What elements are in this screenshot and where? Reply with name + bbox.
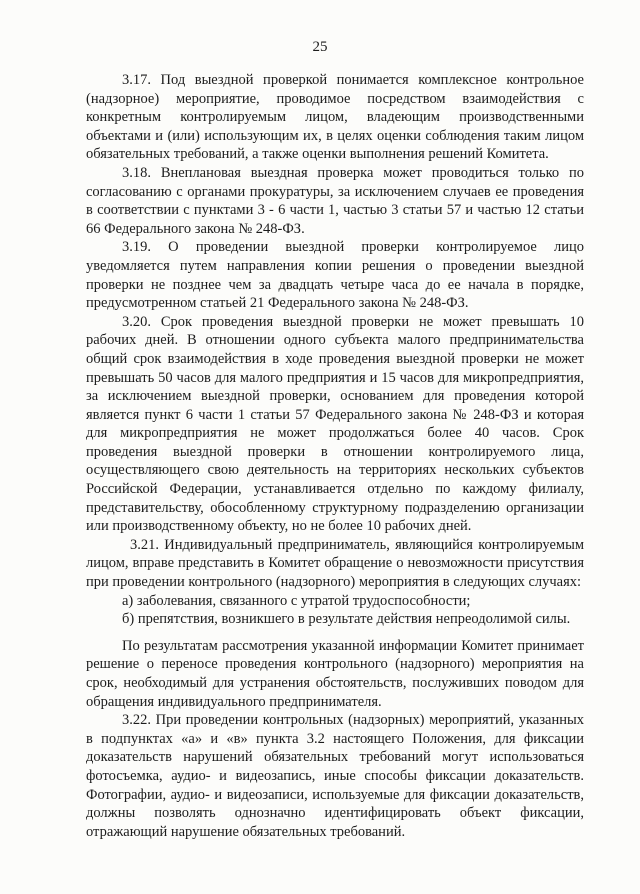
paragraph-3-19: 3.19. О проведении выездной проверки контролируемое лицо уведомляется путем направления копии решения о проведении выездной проверки не позднее чем за двадцать четыре часа до ее начала в порядке, предусмотренном статьей 21 Федерального закона № 248-ФЗ. bbox=[86, 239, 584, 312]
paragraph-3-20: 3.20. Срок проведения выездной проверки не может превышать 10 рабочих дней. В отношении одного субъекта малого предпринимательства общий срок взаимодействия в ходе проведения выездной проверки не может превышать 50 часов для малого предприятия и 15 часов для микропредприятия, за исключением выездной проверки, основанием для проведения которой является пункт 6 части 1 статьи 57 Федерального закона № 248-ФЗ и которая для микропредприятия не может продолжаться более 40 часов. Срок проведения выездной проверки в отношении контролируемого лица, осуществляющего свою деятельность на территориях нескольких субъектов Российской Федерации, устанавливается отдельно по каждому филиалу, представительству, обособленному структурному подразделению организации или производственному объекту, но не более 10 рабочих дней. bbox=[86, 313, 584, 535]
paragraph-3-18: 3.18. Внеплановая выездная проверка может проводиться только по согласованию с органами прокуратуры, за исключением случаев ее проведения в соответствии с пунктами 3 - 6 части 1, частью 3 статьи 57 и частью 12 статьи 66 Федерального закона № 248-ФЗ. bbox=[86, 164, 584, 237]
paragraph-decision: По результатам рассмотрения указанной информации Комитет принимает решение о переносе проведения контрольного (надзорного) мероприятия на срок, необходимый для устранения обстоятельств, послуживших поводом для обращения индивидуального предпринимателя. bbox=[86, 637, 584, 710]
page-number: 25 bbox=[312, 39, 328, 55]
list-item-b: б) препятствия, возникшего в результате действия непреодолимой силы. bbox=[122, 611, 571, 628]
list-item-a: а) заболевания, связанного с утратой трудоспособности; bbox=[122, 592, 471, 609]
document-body bbox=[86, 71, 584, 841]
paragraph-3-22: 3.22. При проведении контрольных (надзорных) мероприятий, указанных в подпунктах «а» и «в» пункта 3.2 настоящего Положения, для фиксации доказательств нарушений обязательных требований могут использоваться фотосъемка, аудио- и видеозапись, иные способы фиксации доказательств. Фотографии, аудио- и видеозаписи, используемые для фиксации доказательств, должны позволять однозначно идентифицировать объект фиксации, отражающий нарушение обязательных требований. bbox=[86, 712, 584, 840]
paragraph-3-17: 3.17. Под выездной проверкой понимается комплексное контрольное (надзорное) мероприятие, проводимое посредством взаимодействия с конкретным контролируемым лицом, владеющим производственными объектами и (или) использующим их, в целях оценки соблюдения таким лицом обязательных требований, а также оценки выполнения решений Комитета. bbox=[86, 72, 584, 163]
paragraph-3-21: 3.21. Индивидуальный предприниматель, являющийся контролируемым лицом, вправе представить в Комитет обращение о невозможности присутствия при проведении контрольного (надзорного) мероприятия в следующих случаях: bbox=[86, 536, 584, 591]
